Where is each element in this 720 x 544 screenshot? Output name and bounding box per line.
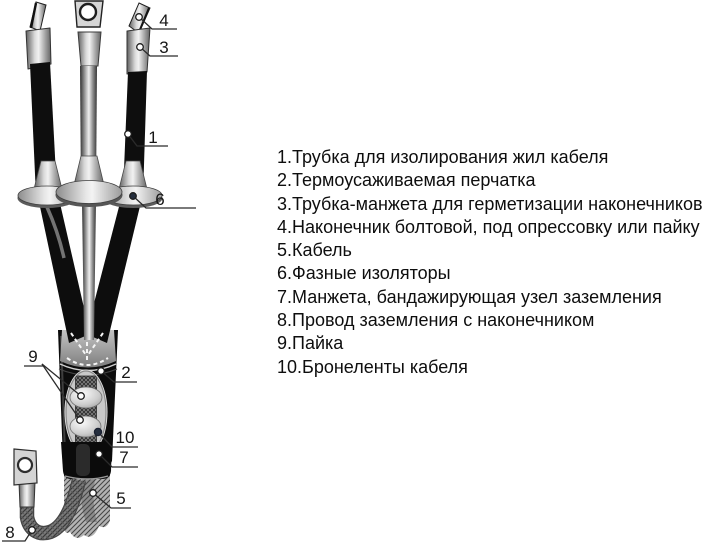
cutaway-window (65, 370, 108, 455)
callout-10-label: 10 (115, 428, 135, 447)
callout-9-label: 9 (28, 347, 38, 366)
legend-item-9: 9.Пайка (277, 333, 344, 354)
callout-5-label: 5 (116, 489, 126, 508)
middle-phase-lower-core (82, 201, 96, 340)
legend-item-7: 7.Манжета, бандажирующая узел заземления (277, 286, 662, 307)
callout-2-label: 2 (121, 363, 131, 382)
legend-item-10: 10.Бронеленты кабеля (277, 356, 468, 377)
callout-3-label: 3 (159, 38, 169, 57)
termination-diagram (0, 0, 270, 544)
phase-cables-lower (39, 199, 141, 343)
callout-1-label: 1 (148, 128, 158, 147)
callout-8-label: 8 (5, 523, 15, 542)
callout-6-label: 6 (155, 190, 165, 209)
earth-lug-sleeve (19, 482, 35, 507)
legend-item-1: 1.Трубка для изолирования жил кабеля (277, 147, 609, 167)
middle-lug-bolt-hole (80, 4, 96, 20)
callout-7-label: 7 (119, 448, 129, 467)
banding-cuff (61, 442, 112, 479)
legend-item-2: 2.Термоусаживаемая перчатка (277, 170, 536, 191)
legend-item-5: 5.Кабель (277, 240, 352, 261)
legend-item-8: 8.Провод заземления с наконечником (277, 310, 595, 331)
callout-4-label: 4 (159, 11, 169, 30)
right-seal-sleeve (127, 28, 150, 74)
middle-lug-barrel (78, 32, 101, 66)
parts-legend (277, 146, 703, 379)
legend-item-3: 3.Трубка-манжета для герметизации наконечников (277, 193, 703, 214)
earth-lug-hole (18, 458, 32, 472)
legend-item-6: 6.Фазные изоляторы (277, 263, 451, 284)
middle-insulator-skirt (56, 181, 122, 204)
legend-item-4: 4.Наконечник болтовой, под опрессовку или пайку (277, 216, 700, 237)
